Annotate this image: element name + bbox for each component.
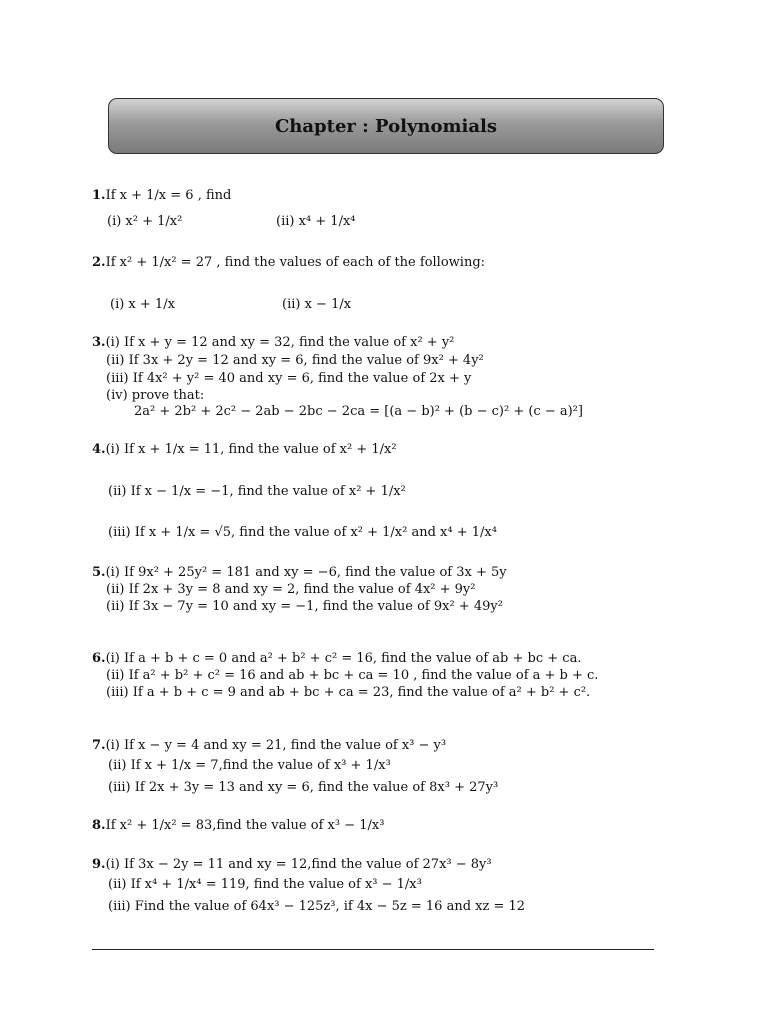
sub-question-line	[106, 353, 484, 369]
question-text: (iii) If a + b + c = 9 and ab + bc + ca = 23, find the value of a² + b² + c².	[106, 685, 591, 700]
sub-question-line	[276, 214, 356, 230]
question-line	[92, 857, 492, 873]
sub-question-line	[106, 685, 590, 701]
question-text: If x + 1/x = 6 , find	[105, 188, 232, 203]
question-text: (i) If x − y = 4 and xy = 21, find the value of x³ − y³	[105, 738, 447, 753]
question-text: (ii) If 3x + 2y = 12 and xy = 6, find the value of 9x² + 4y²	[106, 353, 484, 368]
question-text: (ii) x⁴ + 1/x⁴	[276, 214, 356, 229]
question-text: (ii) If x⁴ + 1/x⁴ = 119, find the value of x³ − 1/x³	[108, 877, 422, 892]
question-text: (ii) If 3x − 7y = 10 and xy = −1, find the value of 9x² + 49y²	[106, 599, 503, 614]
sub-question-line	[106, 599, 503, 615]
sub-question-line	[108, 484, 406, 500]
chapter-title-banner	[108, 98, 664, 154]
sub-question-line	[282, 297, 351, 313]
question-number: 7.	[92, 738, 106, 753]
question-text: (ii) If x − 1/x = −1, find the value of x² + 1/x²	[108, 484, 406, 499]
sub-question-line	[108, 899, 525, 915]
sub-question-line	[107, 214, 182, 230]
question-number: 8.	[92, 818, 106, 833]
question-text: (i) If 3x − 2y = 11 and xy = 12,find the value of 27x³ − 8y³	[105, 857, 492, 872]
question-number: 4.	[92, 442, 106, 457]
chapter-title: Chapter : Polynomials	[274, 115, 498, 137]
question-number: 9.	[92, 857, 106, 872]
question-text: (ii) If 2x + 3y = 8 and xy = 2, find the value of 4x² + 9y²	[106, 582, 476, 597]
question-line	[92, 738, 446, 754]
footer-divider	[92, 949, 654, 950]
question-line	[92, 255, 485, 271]
sub-question-line	[134, 404, 583, 420]
question-number: 6.	[92, 651, 106, 666]
sub-question-line	[108, 780, 498, 796]
question-text: (i) If x + 1/x = 11, find the value of x² + 1/x²	[105, 442, 397, 457]
question-line	[92, 565, 507, 581]
question-text: (iii) Find the value of 64x³ − 125z³, if 4x − 5z = 16 and xz = 12	[108, 899, 526, 914]
sub-question-line	[106, 388, 204, 404]
sub-question-line	[106, 371, 471, 387]
question-text: (iv) prove that:	[106, 388, 205, 403]
question-text: (i) If x + y = 12 and xy = 32, find the value of x² + y²	[105, 335, 455, 350]
sub-question-line	[106, 582, 476, 598]
sub-question-line	[106, 668, 598, 684]
question-text: (i) If 9x² + 25y² = 181 and xy = −6, find the value of 3x + 5y	[105, 565, 507, 580]
sub-question-line	[108, 525, 497, 541]
question-number: 3.	[92, 335, 106, 350]
question-text: (iii) If 2x + 3y = 13 and xy = 6, find the value of 8x³ + 27y³	[108, 780, 499, 795]
question-line	[92, 651, 581, 667]
question-text: (iii) If 4x² + y² = 40 and xy = 6, find the value of 2x + y	[106, 371, 472, 386]
question-line	[92, 442, 397, 458]
question-text: (i) x² + 1/x²	[107, 214, 183, 229]
sub-question-line	[108, 758, 391, 774]
sub-question-line	[110, 297, 175, 313]
question-line	[92, 188, 231, 204]
question-number: 1.	[92, 188, 106, 203]
question-text: (iii) If x + 1/x = √5, find the value of x² + 1/x² and x⁴ + 1/x⁴	[108, 525, 497, 540]
question-text: (ii) x − 1/x	[282, 297, 352, 312]
question-text: (ii) If a² + b² + c² = 16 and ab + bc + ca = 10 , find the value of a + b + c.	[106, 668, 599, 683]
sub-question-line	[108, 877, 422, 893]
question-line	[92, 335, 454, 351]
question-text: 2a² + 2b² + 2c² − 2ab − 2bc − 2ca = [(a − b)² + (b − c)² + (c − a)²]	[134, 404, 583, 419]
question-text: (i) If a + b + c = 0 and a² + b² + c² = 16, find the value of ab + bc + ca.	[105, 651, 582, 666]
question-number: 5.	[92, 565, 106, 580]
question-text: (ii) If x + 1/x = 7,find the value of x³ + 1/x³	[108, 758, 391, 773]
question-text: (i) x + 1/x	[110, 297, 175, 312]
question-text: If x² + 1/x² = 27 , find the values of each of the following:	[105, 255, 486, 270]
question-text: If x² + 1/x² = 83,find the value of x³ − 1/x³	[105, 818, 385, 833]
question-line	[92, 818, 384, 834]
question-number: 2.	[92, 255, 106, 270]
